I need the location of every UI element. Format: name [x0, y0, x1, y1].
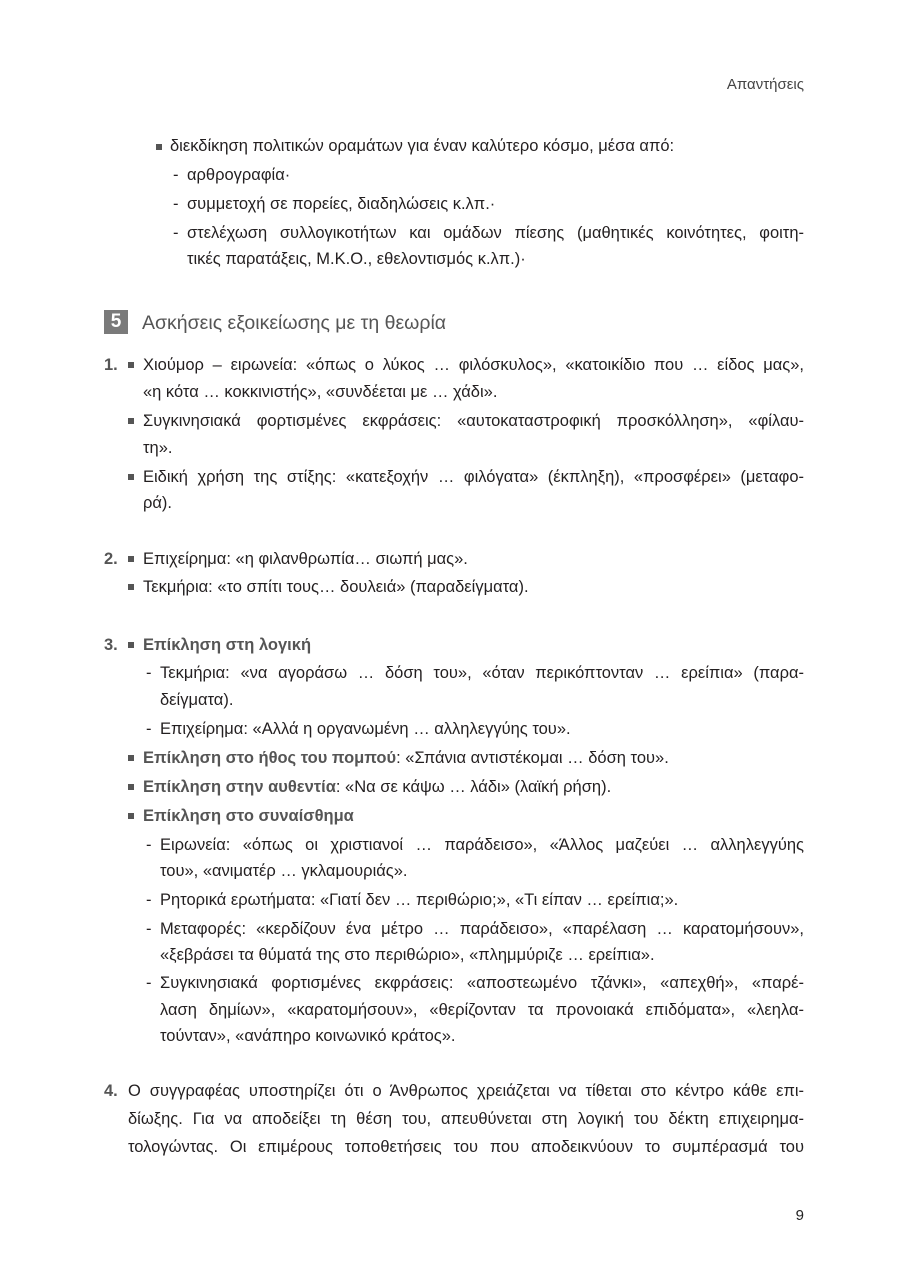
- q1-line-5: Ειδική χρήση της στίξης: «κατεξοχήν … φιλόγατα» (έκπληξη), «προσφέρει» (μεταφο-: [143, 468, 804, 486]
- bullet-marker: [128, 642, 134, 648]
- q3-ethos-text: : «Σπάνια αντιστέκομαι … δόση του».: [396, 749, 669, 767]
- dash-marker: -: [146, 974, 152, 992]
- bullet-marker: [128, 813, 134, 819]
- dash-marker: -: [146, 720, 152, 738]
- q3-emotion-4b: λαση δημίων», «καρατομήσουν», «θερίζονταν τα προνοιακά επιδόματα», «λεηλα-: [160, 1001, 804, 1019]
- q2-line-2: Τεκμήρια: «το σπίτι τους… δουλειά» (παραδείγματα).: [143, 578, 529, 596]
- bullet-marker: [128, 784, 134, 790]
- q3-logic-1b: δείγματα).: [160, 691, 234, 709]
- q2-line-1: Επιχείρημα: «η φιλανθρωπία… σιωπή μας».: [143, 550, 468, 568]
- q4-line-1: Ο συγγραφέας υποστηρίζει ότι ο Άνθρωπος χρειάζεται να τίθεται στο κέντρο κάθε επι-: [128, 1082, 804, 1100]
- dash-marker: -: [173, 224, 179, 242]
- q3-authority-text: : «Να σε κάψω … λάδι» (λαϊκή ρήση).: [335, 778, 612, 796]
- bullet-marker: [128, 584, 134, 590]
- q3-emotion-1a: Ειρωνεία: «όπως οι χριστιανοί … παράδεισο», «Άλλος μαζεύει … αλληλεγγύης: [160, 836, 804, 854]
- dash-marker: -: [146, 664, 152, 682]
- section-title: Ασκήσεις εξοικείωσης με τη θεωρία: [142, 312, 447, 334]
- bullet-marker: [128, 418, 134, 424]
- q1-line-4: τη».: [143, 439, 173, 457]
- question-number: 1.: [104, 356, 118, 374]
- q3-ethos-line: [143, 747, 669, 769]
- q3-emotion-1b: του», «ανιματέρ … γκλαμουριάς».: [160, 862, 408, 880]
- q3-emotion-2: Ρητορικά ερωτήματα: «Γιατί δεν … περιθώριο;», «Τι είπαν … ερείπια;».: [160, 891, 679, 909]
- top-dash-1: αρθρογραφία·: [187, 166, 291, 184]
- question-number: 3.: [104, 636, 118, 654]
- bullet-marker: [128, 556, 134, 562]
- q3-ethos-heading: Επίκληση στο ήθος του πομπού: [143, 749, 397, 767]
- bullet-marker: [128, 362, 134, 368]
- question-number: 2.: [104, 550, 118, 568]
- dash-marker: -: [146, 836, 152, 854]
- dash-marker: -: [173, 195, 179, 213]
- q4-line-2: δίωξης. Για να αποδείξει τη θέση του, απευθύνεται στη λογική του δέκτη επιχειρημα-: [128, 1110, 804, 1128]
- q1-line-2: «η κότα … κοκκινιστής», «συνδέεται με … χάδι».: [143, 383, 498, 401]
- q1-line-1: Χιούμορ – ειρωνεία: «όπως ο λύκος … φιλόσκυλος», «κατοικίδιο που … είδος μας»,: [143, 356, 804, 374]
- top-dash-3b: τικές παρατάξεις, Μ.Κ.Ο., εθελοντισμός κ.λπ.)·: [187, 250, 526, 268]
- bullet-marker: [156, 144, 162, 150]
- bullet-marker: [128, 755, 134, 761]
- q1-line-3: Συγκινησιακά φορτισμένες εκφράσεις: «αυτοκαταστροφική προσκόλληση», «φίλαυ-: [143, 412, 804, 430]
- top-dash-2: συμμετοχή σε πορείες, διαδηλώσεις κ.λπ.·: [187, 195, 496, 213]
- dash-marker: -: [173, 166, 179, 184]
- q3-authority-line: [143, 776, 611, 798]
- question-number: 4.: [104, 1082, 118, 1100]
- q3-authority-heading: Επίκληση στην αυθεντία: [143, 778, 336, 796]
- top-bullet-text: διεκδίκηση πολιτικών οραμάτων για έναν καλύτερο κόσμο, μέσα από:: [170, 137, 675, 155]
- q4-line-3: τολογώντας. Οι επιμέρους τοποθετήσεις του που αποδεικνύουν το συμπέρασμά του: [128, 1138, 804, 1156]
- q1-line-6: ρά).: [143, 494, 173, 512]
- q3-emotion-4a: Συγκινησιακά φορτισμένες εκφράσεις: «αποστεωμένο τζάνκι», «απεχθή», «παρέ-: [160, 974, 804, 992]
- section-number-box: 5: [104, 310, 128, 334]
- q3-emotion-heading: Επίκληση στο συναίσθημα: [143, 807, 354, 825]
- dash-marker: -: [146, 891, 152, 909]
- top-dash-3a: στελέχωση συλλογικοτήτων και ομάδων πίεσης (μαθητικές κοινότητες, φοιτη-: [187, 224, 804, 242]
- bullet-marker: [128, 474, 134, 480]
- q3-emotion-3b: «ξεβράσει τα θύματά της στο περιθώριο», «πλημμύριζε … ερείπια».: [160, 946, 655, 964]
- dash-marker: -: [146, 920, 152, 938]
- q3-logic-2: Επιχείρημα: «Αλλά η οργανωμένη … αλληλεγγύης του».: [160, 720, 571, 738]
- q3-emotion-3a: Μεταφορές: «κερδίζουν ένα μέτρο … παράδεισο», «παρέλαση … καρατομήσουν»,: [160, 920, 804, 938]
- q3-logic-1a: Τεκμήρια: «να αγοράσω … δόση του», «όταν περικόπτονταν … ερείπια» (παρα-: [160, 664, 804, 682]
- q3-emotion-4c: τούνταν», «ανάπηρο κοινωνικό κράτος».: [160, 1027, 456, 1045]
- page-number: 9: [795, 1207, 804, 1224]
- running-header: Απαντήσεις: [726, 76, 804, 93]
- q3-logic-heading: Επίκληση στη λογική: [143, 636, 312, 654]
